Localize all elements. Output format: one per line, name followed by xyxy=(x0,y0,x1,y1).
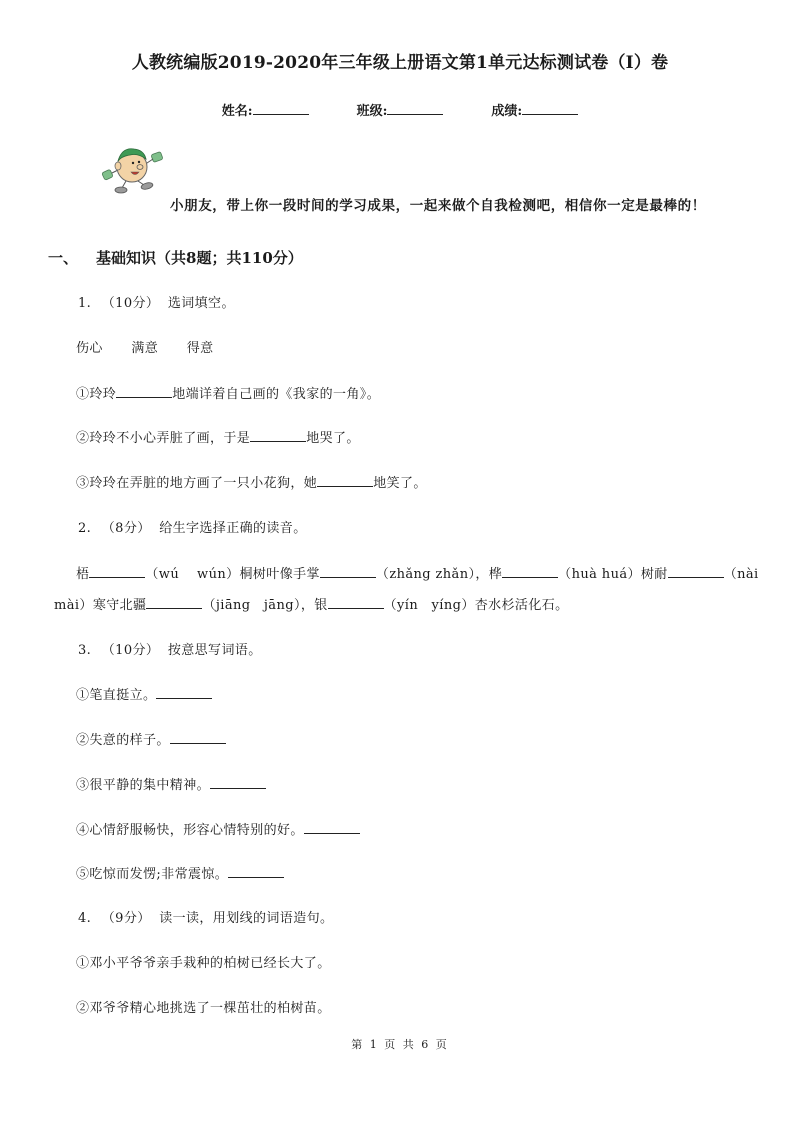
fill-blank[interactable] xyxy=(228,865,284,878)
class-label: 班级: xyxy=(356,104,388,119)
page-number: 第 1 页 共 6 页 xyxy=(351,1038,449,1051)
question-score: （8分） xyxy=(101,521,151,536)
name-blank[interactable] xyxy=(253,102,309,115)
item-text: ③很平静的集中精神。 xyxy=(76,778,211,793)
item-text: （yín yíng）杏水杉活化石。 xyxy=(383,598,569,613)
q2-line-2 xyxy=(54,594,569,613)
class-blank[interactable] xyxy=(387,102,443,115)
question-score: （10分） xyxy=(101,643,160,658)
q3-item-3 xyxy=(76,774,266,793)
item-text: （wú wún）桐树叶像手掌 xyxy=(145,567,320,582)
q3-item-2 xyxy=(76,729,226,748)
item-text: ①笔直挺立。 xyxy=(76,688,157,703)
question-prompt: 读一读，用划线的词语造句。 xyxy=(159,911,334,926)
word-bank xyxy=(76,337,238,356)
q1-item-2 xyxy=(76,427,360,446)
item-text: 地笑了。 xyxy=(373,476,427,491)
fill-blank[interactable] xyxy=(320,565,376,578)
fill-blank[interactable] xyxy=(502,565,558,578)
fill-blank[interactable] xyxy=(116,385,172,398)
item-text: （nài xyxy=(723,567,759,582)
word-option: 满意 xyxy=(131,341,159,356)
score-label: 成绩: xyxy=(491,104,523,119)
item-text: ②失意的样子。 xyxy=(76,733,170,748)
score-blank[interactable] xyxy=(522,102,578,115)
question-prompt: 选词填空。 xyxy=(167,296,235,311)
item-text: （jiāng jāng），银 xyxy=(202,598,328,613)
fill-blank[interactable] xyxy=(304,821,360,834)
q1-item-1 xyxy=(76,383,380,402)
name-field[interactable] xyxy=(222,100,309,119)
question-score: （10分） xyxy=(101,296,160,311)
q4-item-2 xyxy=(76,997,331,1016)
question-score: （9分） xyxy=(101,911,151,926)
question-4-header xyxy=(78,907,333,926)
item-text: ⑤吃惊而发愣;非常震惊。 xyxy=(76,867,229,882)
item-text: mài）寒守北疆 xyxy=(54,598,147,613)
item-text: ④心情舒服畅快，形容心情特别的好。 xyxy=(76,823,304,838)
question-1-header xyxy=(78,292,235,311)
fill-blank[interactable] xyxy=(668,565,724,578)
fill-blank[interactable] xyxy=(210,776,266,789)
q3-item-4 xyxy=(76,819,360,838)
student-info-row xyxy=(0,100,800,119)
question-2-header xyxy=(78,517,307,536)
q1-item-3 xyxy=(76,472,427,491)
fill-blank[interactable] xyxy=(250,429,306,442)
fill-blank[interactable] xyxy=(328,596,384,609)
q4-item-1 xyxy=(76,952,331,971)
item-text: ②玲玲不小心弄脏了画，于是 xyxy=(76,431,251,446)
section-number: 一、 xyxy=(48,249,79,267)
question-number: 4. xyxy=(78,911,92,926)
word-option: 伤心 xyxy=(76,341,103,356)
item-text: ①邓小平爷爷亲手栽种的柏树已经长大了。 xyxy=(76,956,331,971)
question-prompt: 给生字选择正确的读音。 xyxy=(159,521,307,536)
item-text: ②邓爷爷精心地挑选了一棵茁壮的柏树苗。 xyxy=(76,1001,331,1016)
fill-blank[interactable] xyxy=(89,565,145,578)
item-text: ③玲玲在弄脏的地方画了一只小花狗，她 xyxy=(76,476,318,491)
item-text: 地端详着自己画的《我家的一角》。 xyxy=(172,387,381,402)
fill-blank[interactable] xyxy=(156,686,212,699)
q3-item-5 xyxy=(76,863,284,882)
item-text: （huà huá）树耐 xyxy=(558,567,668,582)
item-text: 梧 xyxy=(76,567,90,582)
q2-line-1 xyxy=(76,563,759,582)
score-field[interactable] xyxy=(491,100,578,119)
question-prompt: 按意思写词语。 xyxy=(167,643,262,658)
section-title: 基础知识（共8题；共110分） xyxy=(96,249,303,267)
word-option: 得意 xyxy=(186,341,214,356)
section-heading xyxy=(48,247,303,268)
q3-item-1 xyxy=(76,684,212,703)
intro-text: 小朋友，带上你一段时间的学习成果，一起来做个自我检测吧，相信你一定是最棒的！ xyxy=(170,198,706,214)
item-text: （zhǎng zhǎn），桦 xyxy=(375,567,503,582)
fill-blank[interactable] xyxy=(146,596,202,609)
item-text: 地哭了。 xyxy=(306,431,360,446)
question-number: 2. xyxy=(78,521,92,536)
item-text: ①玲玲 xyxy=(76,387,117,402)
question-3-header xyxy=(78,639,262,658)
question-number: 3. xyxy=(78,643,92,658)
fill-blank[interactable] xyxy=(170,731,226,744)
question-number: 1. xyxy=(78,296,92,311)
name-label: 姓名: xyxy=(221,104,253,119)
fill-blank[interactable] xyxy=(317,474,373,487)
class-field[interactable] xyxy=(357,100,444,119)
mascot-icon xyxy=(100,141,166,197)
document-title: 人教统编版2019-2020年三年级上册语文第1单元达标测试卷（I）卷 xyxy=(131,53,669,73)
